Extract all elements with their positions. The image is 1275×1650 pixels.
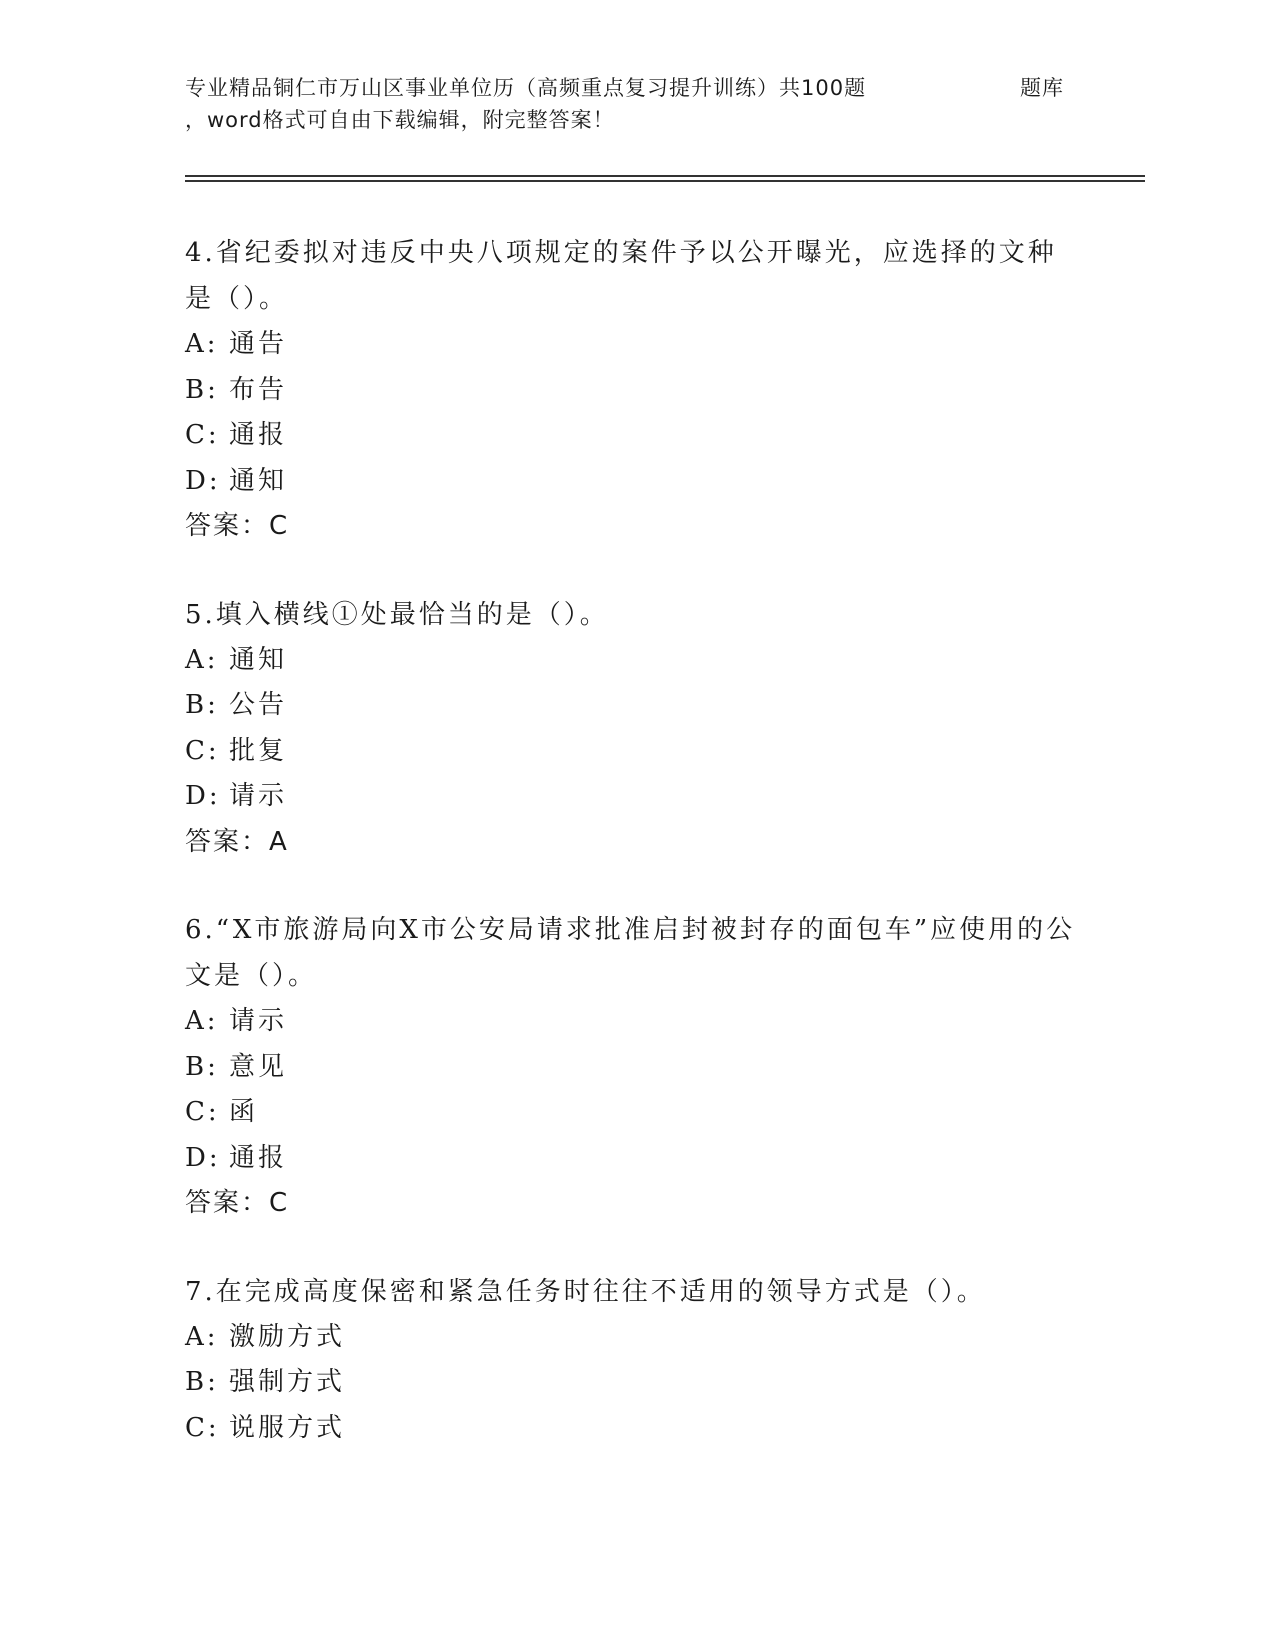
option-text: 说服方式 xyxy=(229,1412,346,1443)
header-title: 专业精品铜仁市万山区事业单位历（高频重点复习提升训练）共100题 xyxy=(185,76,867,100)
option-a xyxy=(185,999,1085,1045)
option-a xyxy=(185,322,1085,368)
option-b xyxy=(185,1045,1085,1091)
question-6 xyxy=(185,907,1085,1227)
header-tag: 题库 xyxy=(1020,76,1064,100)
option-text: 意见 xyxy=(229,1051,288,1082)
option-a xyxy=(185,1315,1085,1361)
option-letter: C: xyxy=(185,1097,220,1127)
option-letter: D: xyxy=(185,465,221,496)
option-a xyxy=(185,638,1085,684)
option-c xyxy=(185,1090,1085,1136)
option-letter: A: xyxy=(185,329,219,359)
option-letter: D: xyxy=(185,781,221,811)
option-text: 通报 xyxy=(229,420,288,450)
header-rule-bottom xyxy=(185,180,1145,182)
option-text: 激励方式 xyxy=(229,1321,346,1352)
option-d xyxy=(185,459,1085,505)
option-c xyxy=(185,413,1085,459)
header-rule-top xyxy=(185,175,1145,177)
option-letter: A: xyxy=(185,1321,219,1352)
option-d xyxy=(185,1136,1085,1182)
option-text: 强制方式 xyxy=(229,1367,346,1397)
answer-line: 答案：A xyxy=(185,826,289,857)
option-d xyxy=(185,774,1085,820)
option-b xyxy=(185,1360,1085,1406)
option-letter: C: xyxy=(185,420,220,450)
option-text: 通知 xyxy=(229,644,288,675)
question-stem: 6.“X市旅游局向X市公安局请求批准启封被封存的面包车”应使用的公文是（）。 xyxy=(185,915,1076,991)
option-c xyxy=(185,1406,1085,1452)
option-letter: D: xyxy=(185,1142,221,1173)
option-b xyxy=(185,683,1085,729)
option-letter: B: xyxy=(185,1367,219,1397)
question-7 xyxy=(185,1269,1085,1452)
question-stem: 5.填入横线①处最恰当的是（）。 xyxy=(185,599,609,630)
option-text: 请示 xyxy=(229,1006,288,1036)
option-text: 布告 xyxy=(229,374,288,405)
option-letter: C: xyxy=(185,735,220,766)
option-text: 通报 xyxy=(229,1142,288,1173)
option-letter: B: xyxy=(185,374,219,405)
question-stem: 4.省纪委拟对违反中央八项规定的案件予以公开曝光，应选择的文种是（）。 xyxy=(185,238,1057,314)
question-4 xyxy=(185,230,1085,550)
answer-line: 答案：C xyxy=(185,1188,290,1218)
question-stem: 7.在完成高度保密和紧急任务时往往不适用的领导方式是（）。 xyxy=(185,1276,986,1307)
answer-line: 答案：C xyxy=(185,511,290,541)
option-text: 公告 xyxy=(229,690,288,720)
header-line-1 xyxy=(185,72,1085,104)
option-text: 通知 xyxy=(229,465,288,496)
page-header xyxy=(185,72,1085,136)
option-letter: B: xyxy=(185,1051,219,1082)
option-text: 批复 xyxy=(229,735,288,766)
header-subtitle: ，word格式可自由下载编辑，附完整答案！ xyxy=(185,108,615,132)
option-letter: A: xyxy=(185,1006,219,1036)
option-text: 通告 xyxy=(229,329,288,359)
option-b xyxy=(185,368,1085,414)
option-text: 函 xyxy=(229,1097,259,1127)
option-letter: C: xyxy=(185,1412,220,1443)
option-letter: A: xyxy=(185,644,219,675)
question-5 xyxy=(185,592,1085,866)
option-c xyxy=(185,729,1085,775)
option-text: 请示 xyxy=(229,781,288,811)
question-list xyxy=(185,230,1085,1493)
option-letter: B: xyxy=(185,690,219,720)
